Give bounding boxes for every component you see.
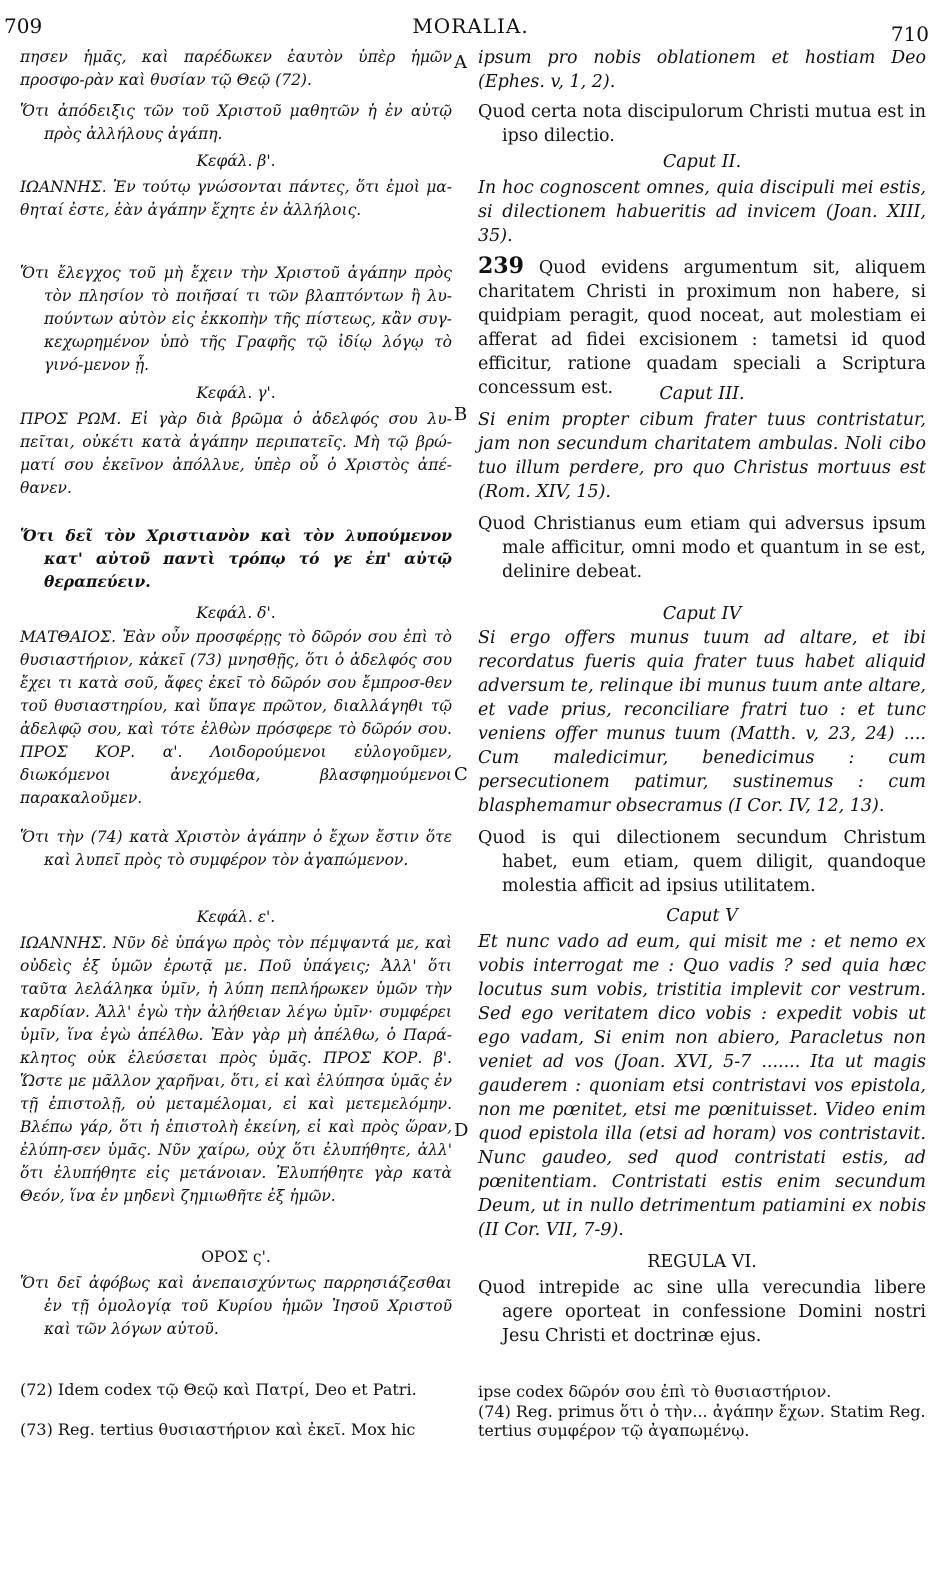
page-number-left: 709 <box>4 14 43 38</box>
greek-section-title-2: Ὅτι ἔλεγχος τοῦ μὴ ἔχειν τὴν Χριστοῦ ἀγάπην πρὸς τὸν πλησίον τὸ ποιῆσαί τι τῶν βλαπτόντων ἢ λυ-πούντων αὐτὸν εἰς ἐκκοπὴν τῆς πίστεως, κἂν συγ-κεχωρημένον ὑπὸ τῆς Γραφῆς τῷ ἰδίῳ λόγῳ τὸ γινό-μενον ᾖ. <box>20 264 452 374</box>
greek-section-title-1: Ὅτι ἀπόδειξις τῶν τοῦ Χριστοῦ μαθητῶν ἡ ἐν αὐτῷ πρὸς ἀλλήλους ἀγάπη. <box>20 102 452 143</box>
margin-letter-b: B <box>454 404 468 425</box>
margin-letter-c: C <box>454 764 468 785</box>
margin-letter-a: A <box>454 52 467 73</box>
page-number-right: 710 <box>890 22 929 46</box>
greek-chapter-5-text: ΙΩΑΝΝΗΣ. Νῦν δὲ ὑπάγω πρὸς τὸν πέμψαντά με, καὶ οὐδεὶς ἐξ ὑμῶν ἐρωτᾷ με. Ποῦ ὑπάγεις; Ἀλλ' ὅτι ταῦτα λελάληκα ὑμῖν, ἡ λύπη πεπλήρωκεν ὑμῶν τὴν καρδίαν. Ἀλλ' ἐγὼ τὴν ἀλήθειαν λέγω ὑμῖν· συμφέρει ὑμῖν, ἵνα ἐγὼ ἀπέλθω. Ἐὰν γὰρ μὴ ἀπέλθω, ὁ Παρά-κλητος οὐκ ἐλεύσεται πρὸς ὑμᾶς. ΠΡΟΣ ΚΟΡ. β'. Ὥστε με μᾶλλον χαρῆναι, ὅτι, εἰ καὶ ἐλύπησα ὑμᾶς ἐν τῇ ἐπιστολῇ, οὐ μεταμέλομαι, εἰ καὶ μετεμελόμην. Βλέπω γάρ, ὅτι ἡ ἐπιστολὴ ἐκείνη, εἰ καὶ πρὸς ὥραν, ἐλύπη-σεν ὑμᾶς. Νῦν χαίρω, οὐχ ὅτι ἐλυπήθητε, ἀλλ' ὅτι ἐλυπήθητε εἰς μετάνοιαν. Ἐλυπήθητε γὰρ κατὰ Θεόν, ἵνα ἐν μηδενὶ ζημιωθῆτε ἐξ ἡμῶν. <box>20 934 452 1205</box>
latin-chapter-2-text: In hoc cognoscent omnes, quia discipuli mei estis, si dilectionem habueritis ad invicem (Joan. XIII, 35). <box>478 178 926 246</box>
page-marker-239: 239 <box>478 253 524 279</box>
greek-section-title-3: Ὅτι δεῖ τὸν Χριστιανὸν καὶ τὸν λυπούμενον κατ' αὐτοῦ παντὶ τρόπῳ τό γε ἐπ' αὐτῷ θεραπεύειν. <box>20 526 452 591</box>
latin-rule-heading: REGULA VI. <box>647 1252 757 1272</box>
running-title: MORALIA. <box>412 14 529 38</box>
latin-chapter-3-text: Si enim propter cibum frater tuus contristatur, jam non secundum charitatem ambulas. Noli cibo tuo illum perdere, pro quo Christus mortuus est (Rom. XIV, 15). <box>478 410 926 502</box>
latin-section-title-4: Quod is qui dilectionem secundum Christum habet, eum etiam, quem diligit, quandoque molestia afficit ad ipsius utilitatem. <box>478 828 926 896</box>
footnote-74: (74) Reg. primus ὅτι ὁ τὴν... ἀγάπην ἔχων. Statim Reg. tertius συμφέρον τῷ ἀγαπωμένῳ. <box>478 1402 926 1440</box>
latin-section-title-2: Quod evidens argumentum sit, aliquem charitatem Christi in proximum non habere, si quidpiam peragit, quod noceat, aut molestiam ei afferat ad fidei excisionem : tametsi id quod efficitur, ratione quadam speciali a Scriptura concessum est. <box>478 258 926 398</box>
greek-chapter-4-heading: Κεφάλ. δ'. <box>196 604 276 622</box>
footnote-73: (73) Reg. tertius θυσιαστήριον καὶ ἐκεῖ. Mox hic <box>20 1420 416 1439</box>
footnote-72-continued: ipse codex δῶρόν σου ἐπὶ τὸ θυσιαστήριον. <box>478 1382 832 1401</box>
latin-chapter-4-text: Si ergo offers munus tuum ad altare, et ibi recordatus fueris quia frater tuus habet aliquid adversum te, relinque ibi munus tuum ante altare, et vade prius, reconciliare fratri tuo : et tunc veniens offer munus tuum (Matth. v, 23, 24) .... Cum maledicimur, benedicimus : cum persecutionem patimur, sustinemus : cum blasphemamur obsecramus (I Cor. IV, 12, 13). <box>478 628 926 816</box>
greek-rule-text: Ὅτι δεῖ ἀφόβως καὶ ἀνεπαισχύντως παρρησιάζεσθαι ἐν τῇ ὁμολογίᾳ τοῦ Κυρίου ἡμῶν Ἰησοῦ Χριστοῦ καὶ τῶν λόγων αὐτοῦ. <box>20 1274 452 1338</box>
latin-intro: ipsum pro nobis oblationem et hostiam Deo (Ephes. v, 1, 2). <box>478 48 926 92</box>
latin-chapter-3-heading: Caput III. <box>659 384 745 404</box>
greek-chapter-2-heading: Κεφάλ. β'. <box>196 152 276 170</box>
latin-chapter-5-heading: Caput V <box>666 906 738 926</box>
latin-chapter-5-text: Et nunc vado ad eum, qui misit me : et nemo ex vobis interrogat me : Quo vadis ? sed quia hæc locutus sum vobis, tristitia implevit cor vestrum. Sed ego veritatem dico vobis : expedit vobis ut ego vadam, Si enim non abiero, Paracletus non veniet ad vos (Joan. XVI, 5-7 ....... Ita ut magis gauderem : quoniam etsi contristavi vos epistola, non me pœnitet, etsi me pœnituisset. Video enim quod epistola illa (etsi ad horam) vos contristavit. Nunc gaudeo, sed quod contristati estis, ad pœnitentiam. Contristati estis enim secundum Deum, ut in nullo detrimentum patiamini ex nobis (II Cor. VII, 7-9). <box>478 932 926 1240</box>
greek-intro: πησεν ἡμᾶς, καὶ παρέδωκεν ἑαυτὸν ὑπὲρ ἡμῶν προσφο-ρὰν καὶ θυσίαν τῷ Θεῷ (72). <box>20 48 452 89</box>
greek-chapter-3-heading: Κεφάλ. γ'. <box>196 384 276 402</box>
greek-section-title-4: Ὅτι τὴν (74) κατὰ Χριστὸν ἀγάπην ὁ ἔχων ἔστιν ὅτε καὶ λυπεῖ πρὸς τὸ συμφέρον τὸν ἀγαπώμενον. <box>20 828 452 869</box>
greek-chapter-3-text: ΠΡΟΣ ΡΩΜ. Εἰ γὰρ διὰ βρῶμα ὁ ἀδελφός σου λυ-πεῖται, οὐκέτι κατὰ ἀγάπην περιπατεῖς. Μὴ τῷ βρώ-ματί σου ἐκεῖνον ἀπόλλυε, ὑπὲρ οὗ ὁ Χριστὸς ἀπέ-θανεν. <box>20 410 452 497</box>
page-header <box>0 8 941 44</box>
greek-rule-heading: ΟΡΟΣ ς'. <box>201 1248 271 1266</box>
latin-rule-text: Quod intrepide ac sine ulla verecundia libere agere oporteat in confessione Domini nostri Jesu Christi et doctrinæ ejus. <box>478 1278 926 1346</box>
greek-chapter-2-text: ΙΩΑΝΝΗΣ. Ἐν τούτῳ γνώσονται πάντες, ὅτι ἐμοὶ μα-θηταί ἐστε, ἐὰν ἀγάπην ἔχητε ἐν ἀλλήλοις. <box>20 178 452 219</box>
footnote-72: (72) Idem codex τῷ Θεῷ καὶ Πατρί, Deo et Patri. <box>20 1380 417 1399</box>
latin-chapter-4-heading: Caput IV <box>662 604 742 624</box>
latin-chapter-2-heading: Caput II. <box>662 152 742 172</box>
latin-section-title-3: Quod Christianus eum etiam qui adversus ipsum male afficitur, omni modo et quantum in se est, delinire debeat. <box>478 514 926 582</box>
greek-chapter-4-text: ΜΑΤΘΑΙΟΣ. Ἐὰν οὖν προσφέρῃς τὸ δῶρόν σου ἐπὶ τὸ θυσιαστήριον, κἀκεῖ (73) μνησθῇς, ὅτι ὁ ἀδελφός σου ἔχει τι κατὰ σοῦ, ἄφες ἐκεῖ τὸ δῶρόν σου ἔμπροσ-θεν τοῦ θυσιαστηρίου, καὶ ὕπαγε πρῶτον, διαλλάγηθι τῷ ἀδελφῷ σου, καὶ τότε ἐλθὼν πρόσφερε τὸ δῶρόν σου. ΠΡΟΣ ΚΟΡ. α'. Λοιδορούμενοι εὐλογοῦμεν, διωκόμενοι ἀνεχόμεθα, βλασφημούμενοι παρακαλοῦμεν. <box>20 628 452 807</box>
latin-section-title-1: Quod certa nota discipulorum Christi mutua est in ipso dilectio. <box>478 102 926 146</box>
margin-letter-d: D <box>454 1120 469 1141</box>
greek-chapter-5-heading: Κεφάλ. ε'. <box>196 908 276 926</box>
